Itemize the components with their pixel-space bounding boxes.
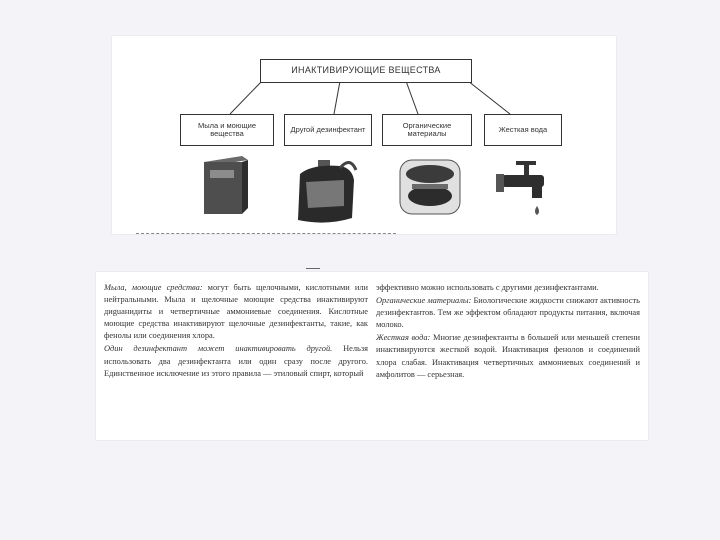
paragraph-body: эффективно можно использовать с другими дезинфектантами. <box>376 283 599 292</box>
diagram-title-box <box>260 59 472 83</box>
cropped-caption-line <box>136 230 396 234</box>
diagram-scan <box>112 36 616 234</box>
category-box-organic-materials <box>382 114 472 146</box>
paragraph-lead: Органические материалы: <box>376 296 472 306</box>
organic-dish-icon <box>400 160 460 214</box>
diagram-title: ИНАКТИВИРУЮЩИЕ ВЕЩЕСТВА <box>291 65 441 76</box>
paragraph-body: Многие дезинфектанты в большей или меньшей степени инактивируются жесткой водой. Инактивация фенолов и соединений хлора слабая. Инактивация четвертичных аммониевых соединений и амфолитов — серьезная. <box>376 333 641 379</box>
paragraph <box>376 282 640 294</box>
soap-box-icon <box>204 156 248 214</box>
paragraph-body: могут быть щелочными, кислотными или нейтральными. Мыла и щелочные моющие средства инактивируют диguaнидиты и четвертичные аммониевые соединения. Кислотные моющие средства инактивируют щелочные дезинфектанты, такие, как фенолы или соединения хлора. <box>104 283 368 341</box>
paragraph-body: Нельзя использовать два дезинфектанта или один сразу после другого. Единственное исключение из этого правила — этиловый спирт, который <box>104 344 368 378</box>
paragraph-lead: Один дезинфектант может инактивировать другой. <box>104 344 333 354</box>
paragraph <box>104 282 368 342</box>
right-column <box>376 282 640 381</box>
category-box-hard-water <box>484 114 562 146</box>
category-label: Органические материалы <box>402 120 452 138</box>
category-label: Другой дезинфектант <box>290 124 366 134</box>
paragraph-lead: Мыла, моющие средства: <box>104 283 203 292</box>
paragraph-body: Биологические жидкости снижают активность дезинфектантов. Тем же эффектом обладают продукты питания, включая молоко. <box>376 296 640 330</box>
category-box-other-disinfectant <box>284 114 372 146</box>
canister-icon <box>298 160 356 223</box>
paragraph <box>376 295 640 331</box>
text-scan <box>96 272 648 440</box>
left-column <box>104 282 368 380</box>
category-box-soaps <box>180 114 274 146</box>
paragraph <box>104 343 368 379</box>
paragraph <box>376 332 640 380</box>
category-label: Мыла и моющие вещества <box>197 120 257 138</box>
category-label: Жесткая вода <box>498 124 548 134</box>
separator-dash <box>306 268 320 269</box>
paragraph-lead: Жесткая вода: <box>376 333 431 343</box>
faucet-icon <box>496 161 544 215</box>
